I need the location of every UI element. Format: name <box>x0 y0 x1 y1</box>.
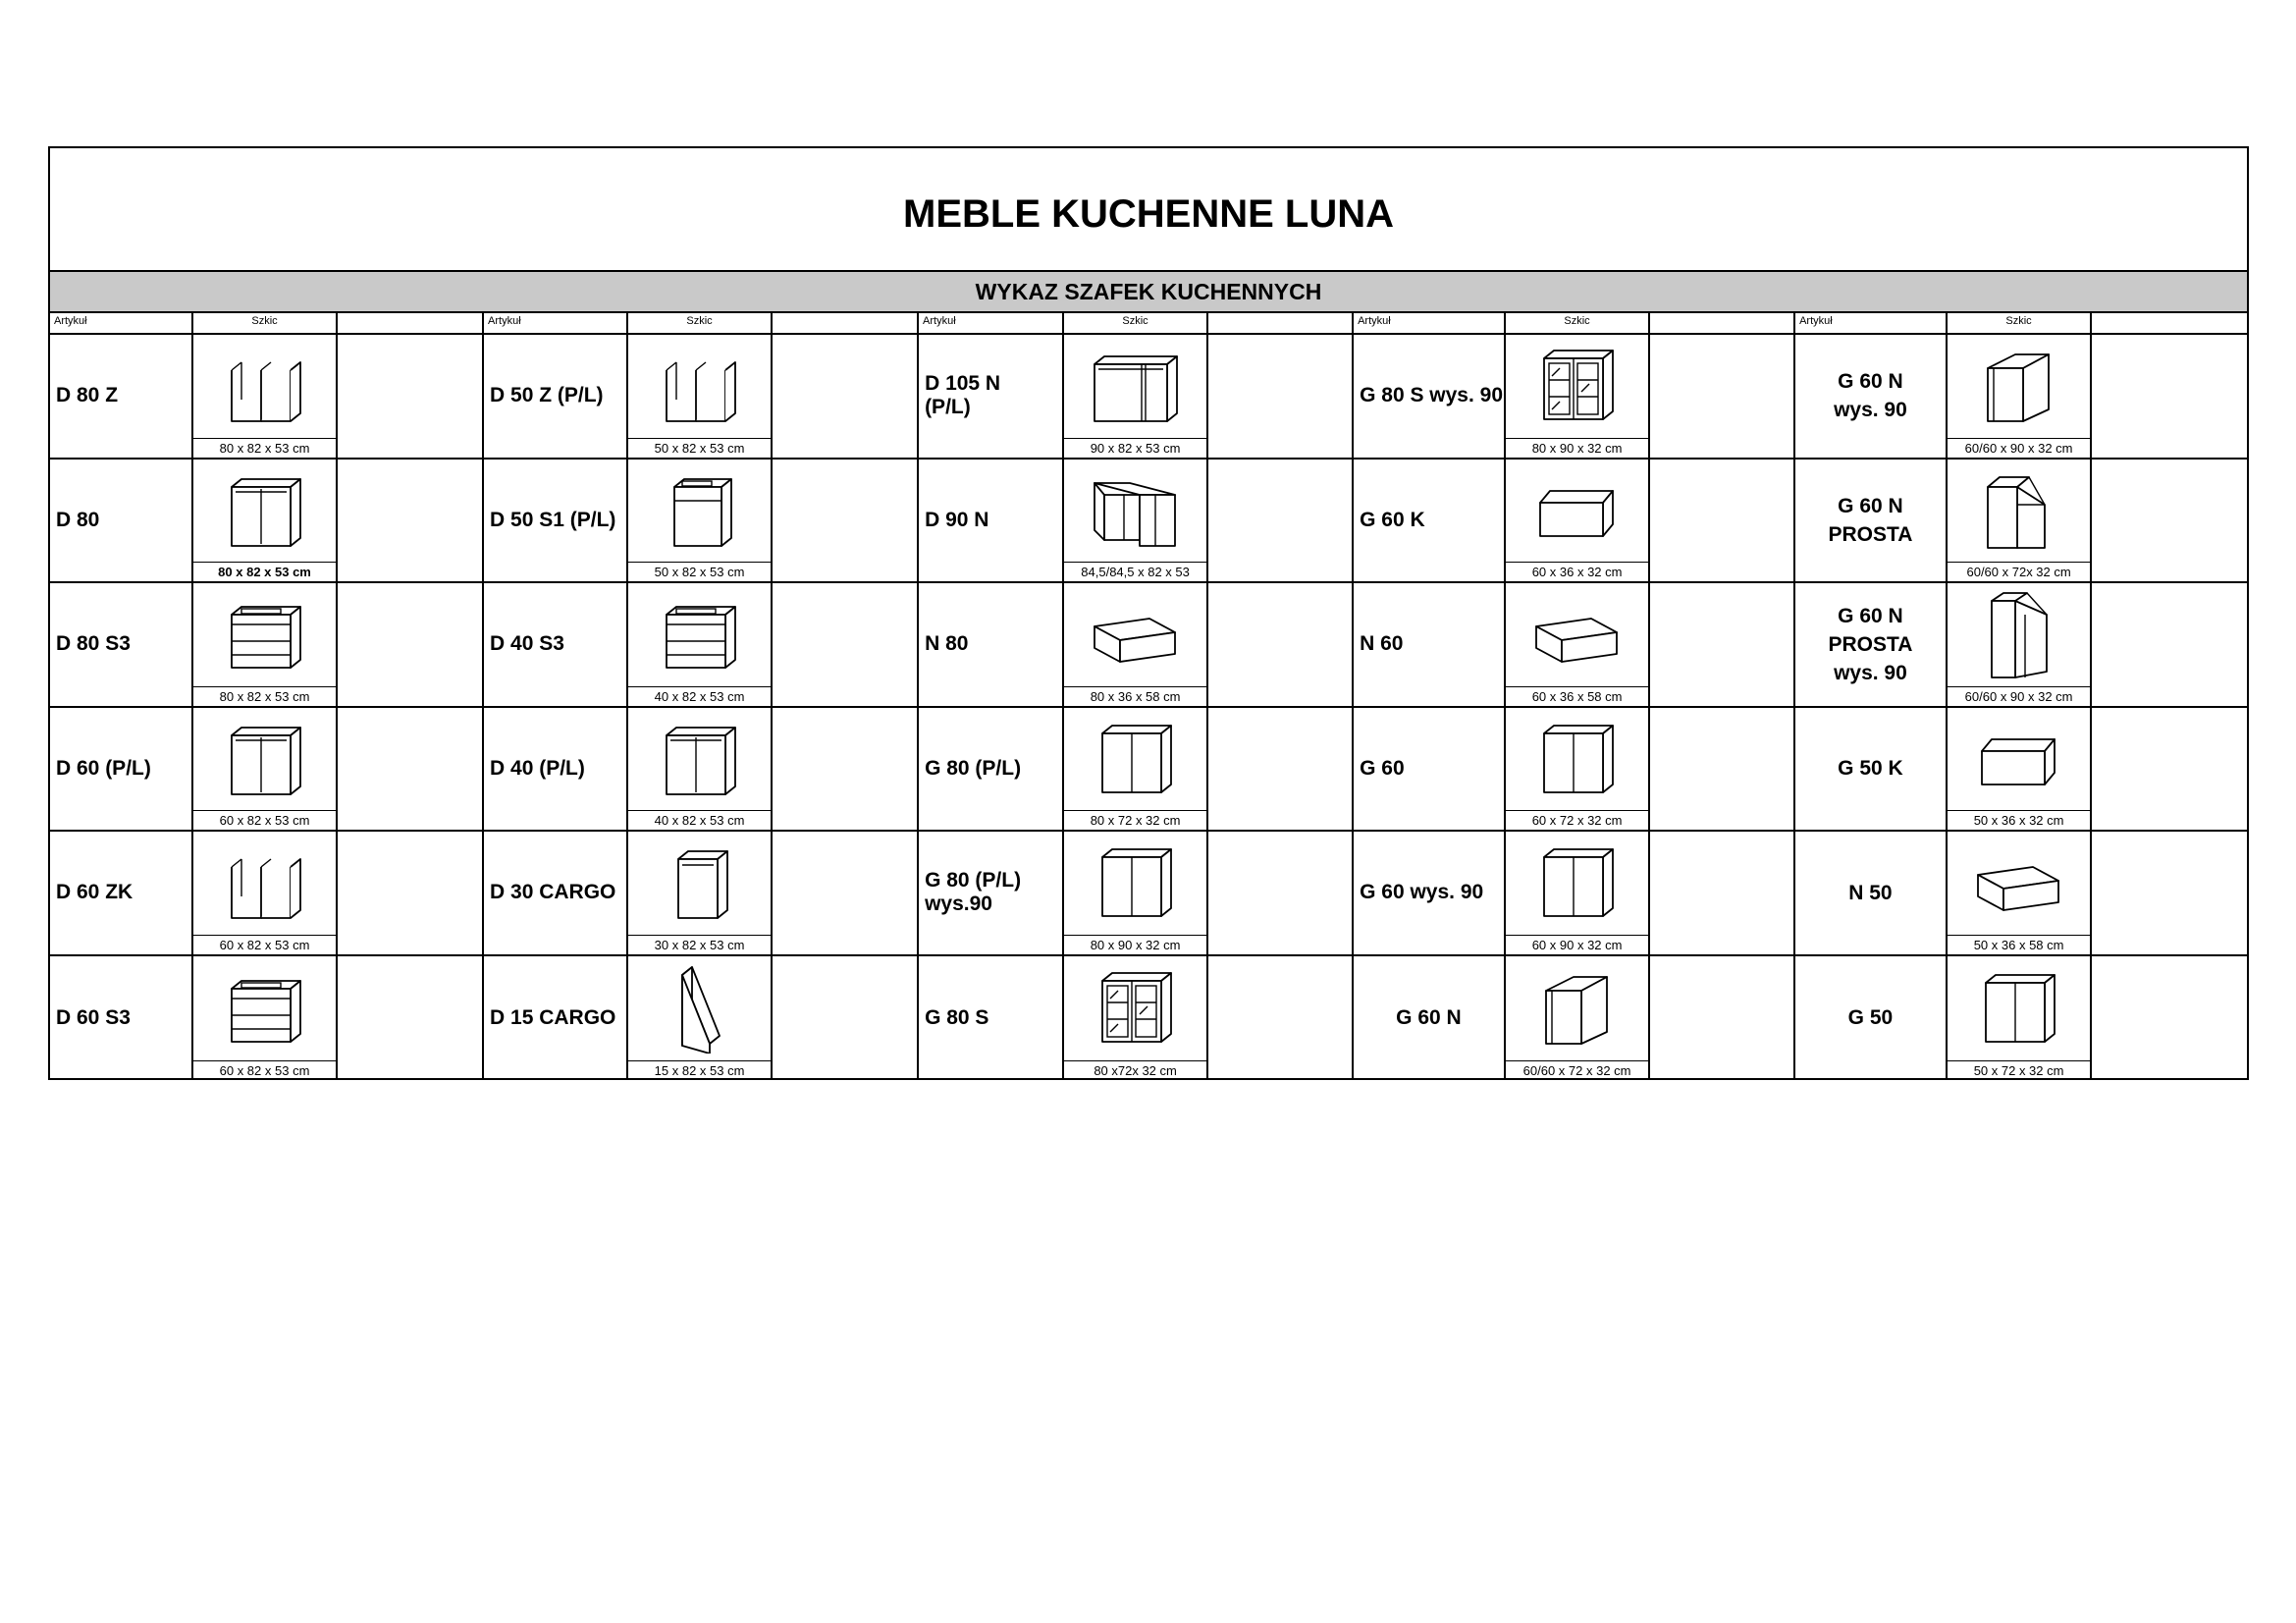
dimensions-label: 80 x 82 x 53 cm <box>193 562 337 581</box>
sketch-cell <box>1948 956 2093 1081</box>
sketch-cell <box>1064 956 1209 1081</box>
dimensions-label: 60 x 82 x 53 cm <box>193 1060 337 1080</box>
empty-cell <box>773 460 919 582</box>
sketch-cell <box>1948 335 2093 458</box>
header-empty <box>338 313 484 333</box>
dimensions-label: 60 x 72 x 32 cm <box>1506 810 1649 830</box>
dimensions-label: 80 x 82 x 53 cm <box>193 438 337 458</box>
sketch-cell <box>193 335 339 458</box>
drawer-base-cabinet-icon <box>628 460 772 563</box>
article-code-text: G 60 K <box>1360 508 1425 531</box>
open-base-cabinet-icon <box>193 335 337 438</box>
dimensions-label: 80 x 82 x 53 cm <box>193 686 337 706</box>
dimensions-label: 80 x 90 x 32 cm <box>1064 935 1207 954</box>
l-corner-cabinet-icon <box>1064 460 1207 563</box>
dimensions-label: 60 x 36 x 58 cm <box>1506 686 1649 706</box>
empty-cell <box>2092 335 2247 458</box>
sketch-cell <box>193 832 339 954</box>
article-code-text: G 50 <box>1847 1006 1894 1030</box>
dimensions-label: 30 x 82 x 53 cm <box>628 935 772 954</box>
sketch-cell <box>1064 460 1209 582</box>
straight-corner-cabinet-icon <box>1948 460 2091 563</box>
dimensions-label: 60/60 x 90 x 32 cm <box>1948 686 2091 706</box>
article-code-text: D 15 CARGO <box>490 1005 616 1029</box>
article-code <box>484 335 628 458</box>
article-code <box>919 460 1064 582</box>
article-code <box>1795 583 1948 706</box>
empty-cell <box>773 956 919 1081</box>
wall-cabinet-icon <box>1506 832 1649 935</box>
article-code-text: G 60 wys. 90 <box>1360 881 1484 904</box>
dimensions-label: 80 x 72 x 32 cm <box>1064 810 1207 830</box>
article-code <box>1354 832 1506 954</box>
empty-cell <box>1208 583 1354 706</box>
sketch-cell <box>193 460 339 582</box>
article-code-text: D 90 N <box>925 508 989 531</box>
wall-cabinet-icon <box>1948 956 2091 1061</box>
dimensions-label: 50 x 36 x 32 cm <box>1948 810 2091 830</box>
article-code <box>50 832 193 954</box>
empty-cell <box>338 460 484 582</box>
empty-cell <box>338 956 484 1081</box>
article-code-text: D 60 (P/L) <box>56 756 151 780</box>
article-code-text: G 60 N wys. 90 <box>1834 370 1907 422</box>
header-article: Artykuł <box>484 313 628 333</box>
title-row <box>50 148 2247 272</box>
article-code-text: G 60 <box>1360 756 1405 780</box>
header-article: Artykuł <box>1354 313 1506 333</box>
wall-cabinet-icon <box>1064 708 1207 811</box>
top-cabinet-icon <box>1948 832 2091 935</box>
article-code-text: N 60 <box>1360 632 1404 656</box>
three-drawer-cabinet-icon <box>628 583 772 686</box>
table-header-row <box>50 313 2247 335</box>
article-code <box>919 956 1064 1081</box>
header-article: Artykuł <box>50 313 193 333</box>
header-empty <box>2092 313 2247 333</box>
article-code <box>484 583 628 706</box>
sketch-cell <box>1948 583 2093 706</box>
header-sketch: Szkic <box>1064 313 1209 333</box>
article-code-text: D 60 S3 <box>56 1005 131 1029</box>
article-code-text: N 80 <box>925 632 969 656</box>
empty-cell <box>1650 335 1795 458</box>
article-code-text: D 60 ZK <box>56 881 133 904</box>
sketch-cell <box>1506 708 1651 831</box>
dimensions-label: 50 x 82 x 53 cm <box>628 438 772 458</box>
empty-cell <box>338 708 484 831</box>
article-code <box>919 583 1064 706</box>
flap-cabinet-icon <box>1948 708 2091 811</box>
base-cabinet-icon <box>193 460 337 563</box>
sketch-cell <box>1506 956 1651 1081</box>
sketch-cell <box>1948 708 2093 831</box>
empty-cell <box>773 335 919 458</box>
top-cabinet-icon <box>1064 583 1207 686</box>
empty-cell <box>1650 460 1795 582</box>
article-code-text: G 50 K <box>1838 757 1903 781</box>
article-code <box>1795 335 1948 458</box>
sketch-cell <box>1064 335 1209 458</box>
sketch-cell <box>628 956 774 1081</box>
dimensions-label: 90 x 82 x 53 cm <box>1064 438 1207 458</box>
article-code-text: D 50 Z (P/L) <box>490 384 604 407</box>
empty-cell <box>2092 583 2247 706</box>
page-title: MEBLE KUCHENNE LUNA <box>903 191 1394 236</box>
empty-cell <box>338 583 484 706</box>
article-code-text: G 80 (P/L) wys.90 <box>925 869 1022 916</box>
dimensions-label: 60 x 82 x 53 cm <box>193 810 337 830</box>
dimensions-label: 50 x 82 x 53 cm <box>628 562 772 581</box>
empty-cell <box>773 708 919 831</box>
header-article: Artykuł <box>1795 313 1948 333</box>
sketch-cell <box>628 460 774 582</box>
table-row <box>50 832 2247 956</box>
empty-cell <box>2092 708 2247 831</box>
article-code <box>1795 832 1948 954</box>
base-cabinet-icon <box>193 708 337 811</box>
sketch-cell <box>1506 460 1651 582</box>
open-base-cabinet-icon <box>628 335 772 438</box>
empty-cell <box>2092 956 2247 1081</box>
header-sketch: Szkic <box>628 313 774 333</box>
glass-wall-cabinet-icon <box>1506 335 1649 438</box>
article-code-text: D 40 (P/L) <box>490 756 585 780</box>
dimensions-label: 50 x 36 x 58 cm <box>1948 935 2091 954</box>
page-subtitle: WYKAZ SZAFEK KUCHENNYCH <box>975 278 1322 304</box>
sketch-cell <box>628 583 774 706</box>
article-code <box>1795 708 1948 831</box>
article-code <box>919 708 1064 831</box>
header-sketch: Szkic <box>1948 313 2093 333</box>
dimensions-label: 80 x 90 x 32 cm <box>1506 438 1649 458</box>
table-body <box>50 335 2247 1080</box>
dimensions-label: 40 x 82 x 53 cm <box>628 686 772 706</box>
dimensions-label: 60/60 x 90 x 32 cm <box>1948 438 2091 458</box>
header-sketch: Szkic <box>193 313 339 333</box>
sketch-cell <box>628 832 774 954</box>
article-code <box>50 335 193 458</box>
table-row <box>50 335 2247 460</box>
glass-wall-cabinet-icon <box>1064 956 1207 1061</box>
header-empty <box>1208 313 1354 333</box>
table-row <box>50 708 2247 833</box>
article-code-text: G 80 (P/L) <box>925 756 1022 780</box>
dimensions-label: 80 x72x 32 cm <box>1064 1060 1207 1080</box>
article-code <box>484 460 628 582</box>
empty-cell <box>1650 956 1795 1081</box>
sketch-cell <box>1064 583 1209 706</box>
dimensions-label: 84,5/84,5 x 82 x 53 <box>1064 562 1207 581</box>
sketch-cell <box>1506 832 1651 954</box>
article-code <box>919 832 1064 954</box>
empty-cell <box>1650 708 1795 831</box>
table-row <box>50 460 2247 584</box>
tall-corner-cabinet-icon <box>1948 583 2091 686</box>
dimensions-label: 40 x 82 x 53 cm <box>628 810 772 830</box>
sketch-cell <box>193 956 339 1081</box>
empty-cell <box>1208 460 1354 582</box>
empty-cell <box>2092 832 2247 954</box>
article-code-text: G 80 S <box>925 1005 989 1029</box>
sketch-cell <box>1948 460 2093 582</box>
flap-cabinet-icon <box>1506 460 1649 563</box>
article-code <box>50 956 193 1081</box>
dimensions-label: 60/60 x 72 x 32 cm <box>1506 1060 1649 1080</box>
article-code-text: G 60 N <box>1396 1006 1462 1030</box>
article-code-text: D 80 Z <box>56 384 119 407</box>
article-code <box>1795 956 1948 1081</box>
article-code <box>484 832 628 954</box>
article-code-text: G 80 S wys. 90 <box>1360 384 1504 407</box>
article-code-text: D 80 S3 <box>56 632 131 656</box>
header-article: Artykuł <box>919 313 1064 333</box>
table-row <box>50 956 2247 1081</box>
wall-cabinet-icon <box>1506 708 1649 811</box>
sketch-cell <box>1948 832 2093 954</box>
article-code-text: D 40 S3 <box>490 632 564 656</box>
article-code <box>1354 583 1506 706</box>
sketch-cell <box>1064 708 1209 831</box>
article-code <box>1354 460 1506 582</box>
sketch-cell <box>1506 583 1651 706</box>
three-drawer-cabinet-icon <box>193 956 337 1061</box>
dimensions-label: 80 x 36 x 58 cm <box>1064 686 1207 706</box>
article-code <box>484 956 628 1081</box>
empty-cell <box>338 832 484 954</box>
article-code-text: D 50 S1 (P/L) <box>490 508 616 531</box>
article-code <box>1354 708 1506 831</box>
article-code <box>50 708 193 831</box>
empty-cell <box>1208 956 1354 1081</box>
empty-cell <box>338 335 484 458</box>
empty-cell <box>1650 583 1795 706</box>
header-empty <box>773 313 919 333</box>
sketch-cell <box>628 335 774 458</box>
three-drawer-cabinet-icon <box>193 583 337 686</box>
article-code-text: D 30 CARGO <box>490 881 616 904</box>
dimensions-label: 60 x 90 x 32 cm <box>1506 935 1649 954</box>
corner-base-cabinet-icon <box>1064 335 1207 438</box>
catalog-sheet <box>48 146 2249 1080</box>
sketch-cell <box>1506 335 1651 458</box>
narrow-cargo-cabinet-icon <box>628 956 772 1061</box>
article-code <box>50 460 193 582</box>
article-code-text: G 60 N PROSTA <box>1828 494 1913 546</box>
sketch-cell <box>628 708 774 831</box>
subtitle-row <box>50 272 2247 313</box>
article-code <box>484 708 628 831</box>
article-code <box>1795 460 1948 582</box>
empty-cell <box>1208 335 1354 458</box>
article-code <box>1354 335 1506 458</box>
table-row <box>50 583 2247 708</box>
dimensions-label: 60/60 x 72x 32 cm <box>1948 562 2091 581</box>
open-base-cabinet-icon <box>193 832 337 935</box>
sketch-cell <box>193 708 339 831</box>
dimensions-label: 60 x 36 x 32 cm <box>1506 562 1649 581</box>
header-sketch: Szkic <box>1506 313 1651 333</box>
article-code-text: G 60 N PROSTA wys. 90 <box>1828 604 1913 684</box>
article-code <box>919 335 1064 458</box>
header-empty <box>1650 313 1795 333</box>
corner-wall-cabinet-icon <box>1506 956 1649 1061</box>
empty-cell <box>773 832 919 954</box>
article-code <box>1354 956 1506 1081</box>
corner-wall-cabinet-icon <box>1948 335 2091 438</box>
dimensions-label: 15 x 82 x 53 cm <box>628 1060 772 1080</box>
empty-cell <box>1208 832 1354 954</box>
empty-cell <box>1208 708 1354 831</box>
article-code-text: N 50 <box>1848 881 1893 904</box>
dimensions-label: 50 x 72 x 32 cm <box>1948 1060 2091 1080</box>
base-cabinet-icon <box>628 708 772 811</box>
top-cabinet-icon <box>1506 583 1649 686</box>
dimensions-label: 60 x 82 x 53 cm <box>193 935 337 954</box>
cargo-cabinet-icon <box>628 832 772 935</box>
wall-cabinet-icon <box>1064 832 1207 935</box>
article-code-text: D 80 <box>56 508 100 531</box>
article-code <box>50 583 193 706</box>
article-code-text: D 105 N (P/L) <box>925 372 1001 419</box>
empty-cell <box>1650 832 1795 954</box>
sketch-cell <box>193 583 339 706</box>
sketch-cell <box>1064 832 1209 954</box>
empty-cell <box>2092 460 2247 582</box>
empty-cell <box>773 583 919 706</box>
